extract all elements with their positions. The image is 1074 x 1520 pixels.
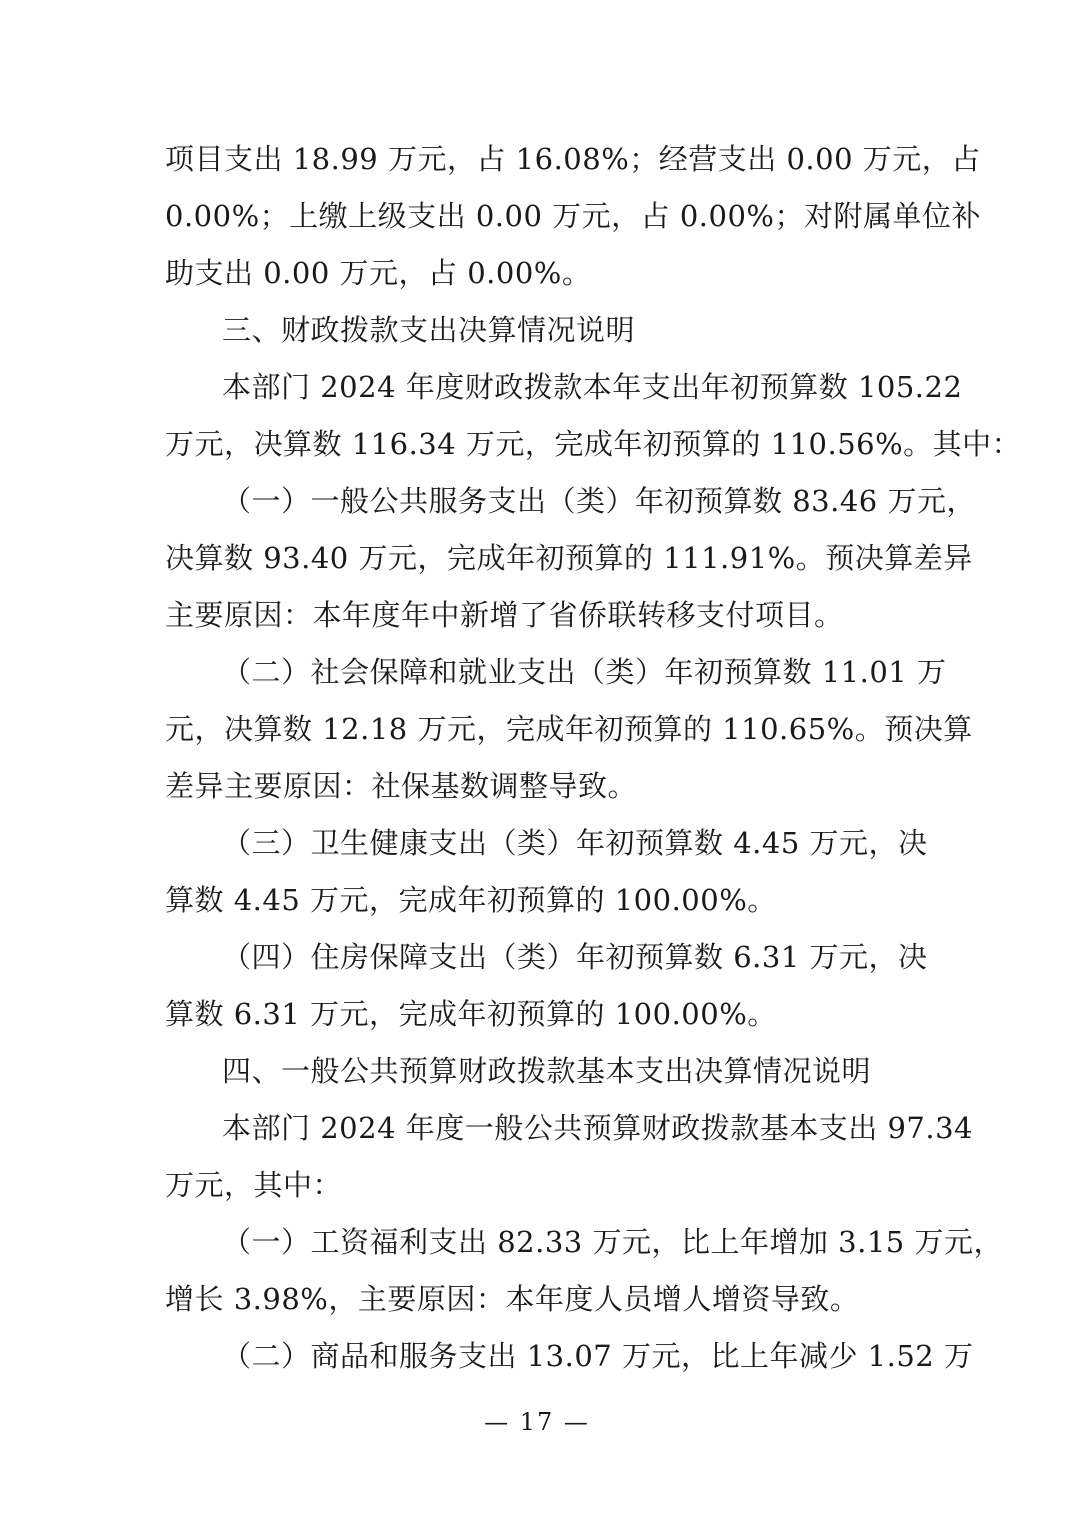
- paragraph-line: 主要原因：本年度年中新增了省侨联转移支付项目。: [165, 598, 844, 632]
- paragraph-line: （一）工资福利支出 82.33 万元，比上年增加 3.15 万元，: [222, 1225, 1003, 1259]
- paragraph-line: （四）住房保障支出（类）年初预算数 6.31 万元，决: [222, 940, 928, 974]
- paragraph-line: 算数 4.45 万元，完成年初预算的 100.00%。: [165, 883, 777, 917]
- paragraph-line: 助支出 0.00 万元，占 0.00%。: [165, 256, 592, 290]
- paragraph-line: 本部门 2024 年度财政拨款本年支出年初预算数 105.22: [222, 370, 963, 404]
- section-heading: 四、一般公共预算财政拨款基本支出决算情况说明: [222, 1054, 872, 1088]
- paragraph-line: 决算数 93.40 万元，完成年初预算的 111.91%。预决算差异: [165, 541, 973, 575]
- paragraph-line: 本部门 2024 年度一般公共预算财政拨款基本支出 97.34: [222, 1111, 973, 1145]
- page-number: — 17 —: [484, 1408, 590, 1436]
- paragraph-line: （二）商品和服务支出 13.07 万元，比上年减少 1.52 万: [222, 1339, 974, 1373]
- paragraph-line: 0.00%；上缴上级支出 0.00 万元，占 0.00%；对附属单位补: [165, 199, 981, 233]
- paragraph-line: 项目支出 18.99 万元，占 16.08%；经营支出 0.00 万元，占: [165, 142, 981, 176]
- section-heading: 三、财政拨款支出决算情况说明: [222, 313, 636, 347]
- paragraph-line: 万元，其中：: [165, 1168, 343, 1202]
- paragraph-line: （三）卫生健康支出（类）年初预算数 4.45 万元，决: [222, 826, 928, 860]
- paragraph-line: 元，决算数 12.18 万元，完成年初预算的 110.65%。预决算: [165, 712, 973, 746]
- paragraph-line: 万元，决算数 116.34 万元，完成年初预算的 110.56%。其中：: [165, 427, 1022, 461]
- paragraph-line: （二）社会保障和就业支出（类）年初预算数 11.01 万: [222, 655, 947, 689]
- paragraph-line: 算数 6.31 万元，完成年初预算的 100.00%。: [165, 997, 777, 1031]
- paragraph-line: （一）一般公共服务支出（类）年初预算数 83.46 万元，: [222, 484, 976, 518]
- paragraph-line: 差异主要原因：社保基数调整导致。: [165, 769, 638, 803]
- paragraph-line: 增长 3.98%，主要原因：本年度人员增人增资导致。: [165, 1282, 860, 1316]
